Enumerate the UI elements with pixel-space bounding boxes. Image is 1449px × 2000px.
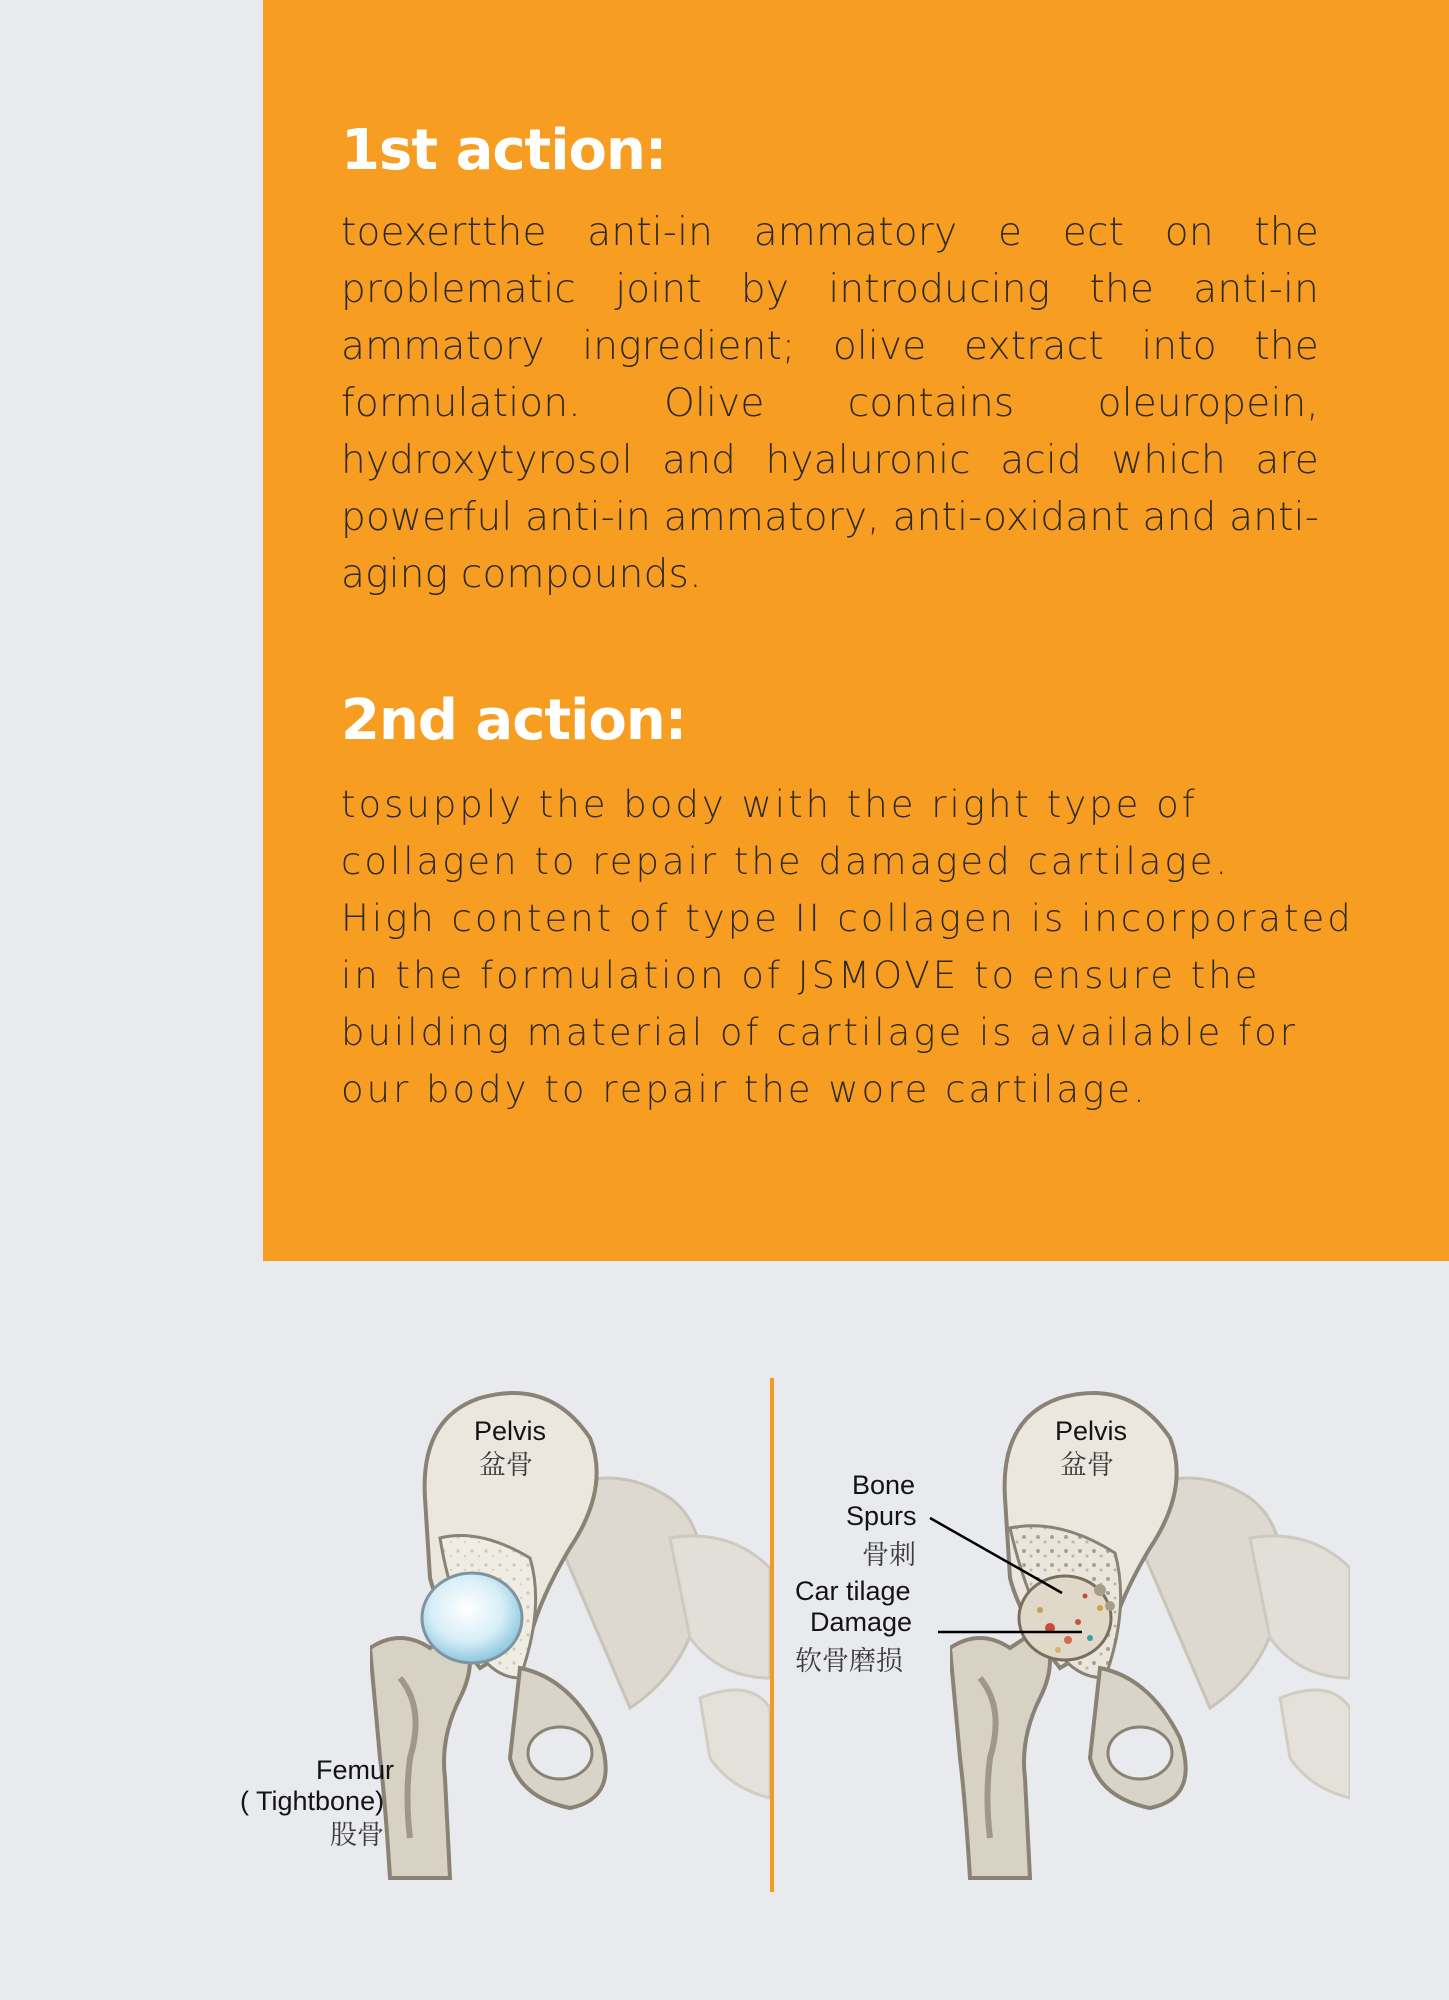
femur-label: Femur [316, 1755, 395, 1785]
right-pelvis-label: Pelvis [1055, 1416, 1128, 1446]
bone-spurs-label-2: Spurs [846, 1501, 917, 1531]
second-action-heading: 2nd action: [341, 688, 687, 753]
annotation-pointer-lines [920, 1500, 1100, 1660]
second-action-line: collagen to repair the damaged cartilage. [341, 840, 1231, 883]
second-action-line: tosupply the body with the right type of [341, 783, 1198, 826]
second-action-text [341, 776, 1354, 1118]
right-pelvis-cn-label: 盆骨 [1060, 1450, 1114, 1480]
cartilage-damage-label: Car tilage [795, 1576, 911, 1606]
second-action-line: in the formulation of JSMOVE to ensure the [341, 954, 1261, 997]
first-action-heading: 1st action: [341, 118, 667, 183]
healthy-hip-illustration [370, 1378, 770, 1892]
diagram-divider [770, 1378, 774, 1892]
second-action-line: building material of cartilage is available for [341, 1011, 1298, 1054]
femur-sub-label: ( Tightbone) [240, 1786, 385, 1816]
second-action-line: High content of type II collagen is incorporated [341, 897, 1354, 940]
cartilage-damage-label-2: Damage [810, 1607, 913, 1637]
bone-spurs-cn-label: 骨刺 [862, 1540, 916, 1570]
left-pelvis-cn-label: 盆骨 [479, 1450, 533, 1480]
left-pelvis-label: Pelvis [474, 1416, 547, 1446]
second-action-line: our body to repair the wore cartilage. [341, 1068, 1148, 1111]
cartilage-damage-cn-label: 软骨磨损 [795, 1646, 903, 1676]
first-action-text: toexertthe anti-in ammatory e ect on the problematic joint by introducing the anti-in ammatory ingredient; olive extract into the formulation. Olive contains oleuropein, hydroxytyrosol and hyaluronic acid which are powerful anti-in ammatory, anti-oxidant and anti-aging compounds. [341, 210, 1319, 597]
bone-spurs-label: Bone [852, 1470, 916, 1500]
femur-cn-label: 股骨 [330, 1820, 384, 1850]
